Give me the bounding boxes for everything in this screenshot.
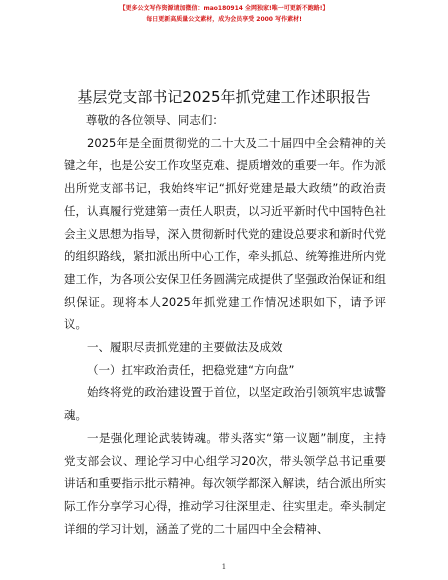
promo-banner [0, 3, 448, 25]
page-number: 1 [221, 563, 227, 571]
subsection-heading: （一）扛牢政治责任，把稳党建“方向盘” [87, 362, 295, 377]
salutation: 尊敬的各位领导、同志们： [85, 113, 224, 127]
document-title: 基层党支部书记2025年抓党建工作述职报告 [77, 88, 371, 106]
promo-banner-line-2: 每日更新高质量公文素材，成为会员享受 2000 写作素材! [146, 16, 302, 23]
body-paragraph: 一是强化理论武装铸魂。带头落实“第一议题”制度，主持党支部会议、理论学习中心组学习20次，带头领学总书记重要讲话和重要指示批示精神。每次领学都深入解读，结合派出所实际工作分享学习心得，推动学习往深里走、往实里走。牵头制定详细的学习计划，涵盖了党的二十届四中全会精神、 [64, 430, 386, 536]
promo-banner-line-1: 【更多公文写作资源请加微信：mao180914 全网独家!唯一可更新不跑路!】 [119, 5, 329, 12]
section-heading: 一、履职尽责抓党建的主要做法及成效 [87, 340, 283, 355]
body-paragraph: 2025年是全面贯彻党的二十大及二十届四中全会精神的关键之年，也是公安工作攻坚克难、提质增效的重要一年。作为派出所党支部书记，我始终牢记“抓好党建是最大政绩”的政治责任，认真履行党建第一责任人职责，以习近平新时代中国特色社会主义思想为指导，深入贯彻新时代党的建设总要求和新时代党的组织路线，紧扣派出所中心工作，牵头抓总、统筹推进所内党建工作，为各项公安保卫任务圆满完成提供了坚强政治保证和组织保证。现将本人2025年抓党建工作情况述职如下，请予评议。 [64, 135, 386, 332]
body-paragraph: 始终将党的政治建设置于首位，以坚定政治引领筑牢忠诚警魂。 [64, 385, 386, 423]
document-body [64, 109, 386, 540]
